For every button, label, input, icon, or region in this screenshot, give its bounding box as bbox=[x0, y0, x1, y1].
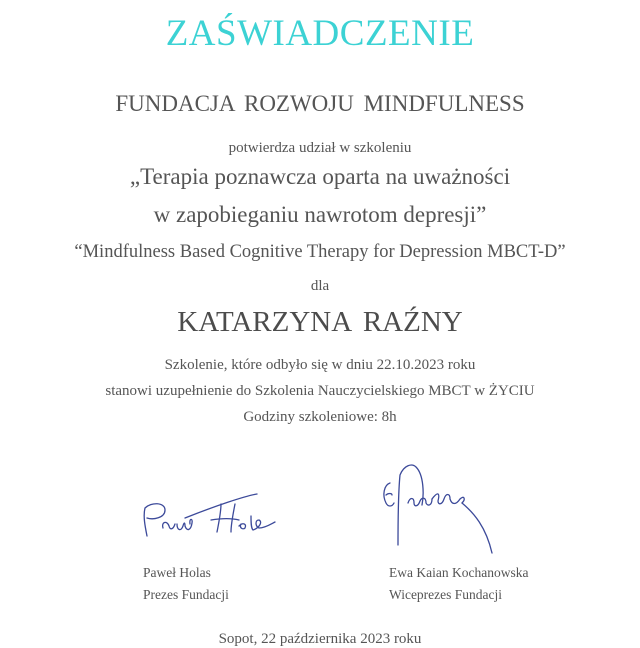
signature-ewa-kochanowska-icon bbox=[378, 455, 508, 560]
course-title-line-2: w zapobieganiu nawrotom depresji” bbox=[153, 202, 487, 227]
certificate-title: ZAŚWIADCZENIE bbox=[165, 13, 475, 54]
confirms-text: potwierdza udział w szkoleniu bbox=[228, 140, 412, 156]
signatory-2-role: Wiceprezes Fundacji bbox=[389, 587, 503, 602]
signatory-1-name: Paweł Holas bbox=[143, 565, 211, 580]
training-date-line: Szkolenie, które odbyło się w dniu 22.10.2023 roku bbox=[164, 357, 476, 373]
course-title-english: “Mindfulness Based Cognitive Therapy for Depression MBCT-D” bbox=[74, 242, 566, 262]
signatory-2-name: Ewa Kaian Kochanowska bbox=[389, 565, 529, 580]
recipient-name: KATARZYNA RAŹNY bbox=[177, 306, 463, 338]
organization-name: FUNDACJA ROZWOJU MINDFULNESS bbox=[115, 91, 525, 116]
signatory-1-role: Prezes Fundacji bbox=[143, 587, 229, 602]
training-hours-line: Godziny szkoleniowe: 8h bbox=[243, 409, 397, 425]
signature-pawel-holas-icon bbox=[135, 488, 295, 548]
course-title-line-1: „Terapia poznawcza oparta na uważności bbox=[129, 164, 511, 189]
for-text: dla bbox=[310, 278, 330, 294]
training-supplement-line: stanowi uzupełnienie do Szkolenia Nauczycielskiego MBCT w ŻYCIU bbox=[105, 383, 535, 399]
place-and-date: Sopot, 22 października 2023 roku bbox=[218, 631, 422, 647]
